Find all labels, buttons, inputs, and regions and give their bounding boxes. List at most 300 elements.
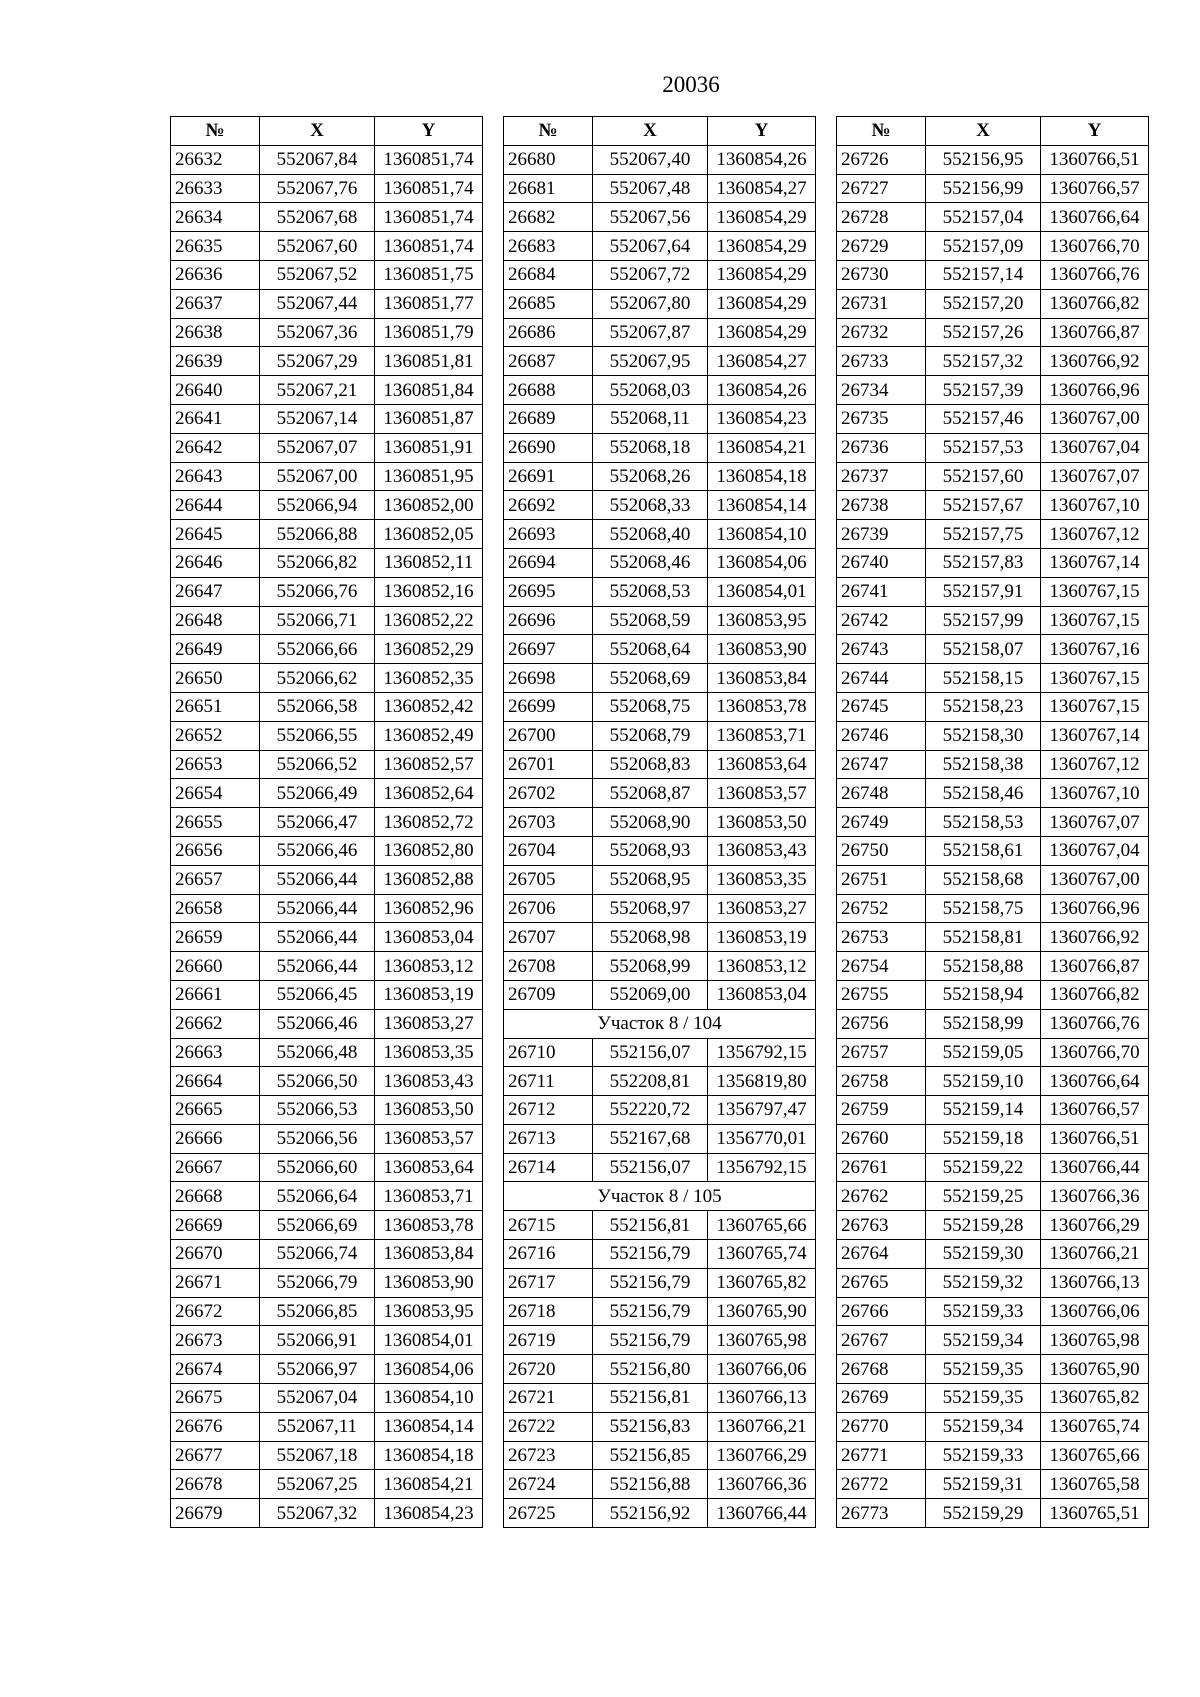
- y-coordinate: 1360767,00: [1041, 865, 1149, 894]
- table-header-row: [504, 117, 816, 146]
- x-coordinate: 552068,75: [593, 692, 708, 721]
- x-coordinate: 552066,74: [260, 1240, 375, 1269]
- x-coordinate: 552157,60: [926, 462, 1041, 491]
- y-coordinate: 1360766,51: [1041, 1124, 1149, 1153]
- table-row: [837, 145, 1149, 174]
- point-number: 26668: [171, 1182, 260, 1211]
- point-number: 26736: [837, 433, 926, 462]
- x-coordinate: 552067,56: [593, 203, 708, 232]
- y-coordinate: 1360854,29: [708, 289, 816, 318]
- y-coordinate: 1360766,82: [1041, 980, 1149, 1009]
- x-coordinate: 552066,44: [260, 952, 375, 981]
- point-number: 26705: [504, 865, 593, 894]
- point-number: 26755: [837, 980, 926, 1009]
- x-coordinate: 552159,34: [926, 1412, 1041, 1441]
- point-number: 26659: [171, 923, 260, 952]
- point-number: 26743: [837, 635, 926, 664]
- y-coordinate: 1360766,21: [708, 1412, 816, 1441]
- table-row: [171, 548, 483, 577]
- x-coordinate: 552067,44: [260, 289, 375, 318]
- point-number: 26669: [171, 1211, 260, 1240]
- x-coordinate: 552068,83: [593, 750, 708, 779]
- x-coordinate: 552156,79: [593, 1297, 708, 1326]
- y-coordinate: 1360853,90: [708, 635, 816, 664]
- point-number: 26658: [171, 894, 260, 923]
- table-row: [504, 721, 816, 750]
- point-number: 26660: [171, 952, 260, 981]
- y-coordinate: 1360853,19: [708, 923, 816, 952]
- table-row: [504, 174, 816, 203]
- table-row: [171, 1038, 483, 1067]
- y-coordinate: 1360852,42: [375, 692, 483, 721]
- y-coordinate: 1360854,21: [375, 1470, 483, 1499]
- y-coordinate: 1360854,10: [708, 520, 816, 549]
- x-coordinate: 552066,44: [260, 865, 375, 894]
- x-coordinate: 552067,11: [260, 1412, 375, 1441]
- table-row: [504, 433, 816, 462]
- x-coordinate: 552066,60: [260, 1153, 375, 1182]
- table-row: [837, 779, 1149, 808]
- y-coordinate: 1360854,14: [708, 491, 816, 520]
- table-row: [504, 462, 816, 491]
- x-coordinate: 552066,44: [260, 894, 375, 923]
- x-coordinate: 552067,84: [260, 145, 375, 174]
- table-row: [171, 808, 483, 837]
- y-coordinate: 1360852,72: [375, 808, 483, 837]
- x-coordinate: 552208,81: [593, 1067, 708, 1096]
- point-number: 26730: [837, 260, 926, 289]
- y-coordinate: 1360765,90: [1041, 1355, 1149, 1384]
- table-row: [504, 347, 816, 376]
- y-coordinate: 1360766,36: [1041, 1182, 1149, 1211]
- x-coordinate: 552158,53: [926, 808, 1041, 837]
- x-coordinate: 552068,90: [593, 808, 708, 837]
- y-coordinate: 1360765,98: [708, 1326, 816, 1355]
- y-coordinate: 1360767,16: [1041, 635, 1149, 664]
- x-coordinate: 552067,07: [260, 433, 375, 462]
- table-row: [837, 923, 1149, 952]
- point-number: 26695: [504, 577, 593, 606]
- point-number: 26648: [171, 606, 260, 635]
- table-row: [504, 779, 816, 808]
- x-coordinate: 552156,83: [593, 1412, 708, 1441]
- table-row: [837, 347, 1149, 376]
- point-number: 26722: [504, 1412, 593, 1441]
- y-coordinate: 1360767,14: [1041, 548, 1149, 577]
- table-row: [837, 318, 1149, 347]
- y-coordinate: 1356792,15: [708, 1038, 816, 1067]
- y-coordinate: 1360852,96: [375, 894, 483, 923]
- y-coordinate: 1360853,78: [375, 1211, 483, 1240]
- y-coordinate: 1360854,26: [708, 376, 816, 405]
- point-number: 26731: [837, 289, 926, 318]
- table-row: [504, 520, 816, 549]
- x-coordinate: 552068,69: [593, 664, 708, 693]
- point-number: 26687: [504, 347, 593, 376]
- point-number: 26699: [504, 692, 593, 721]
- y-coordinate: 1360766,96: [1041, 376, 1149, 405]
- point-number: 26662: [171, 1009, 260, 1038]
- point-number: 26771: [837, 1441, 926, 1470]
- x-coordinate: 552066,62: [260, 664, 375, 693]
- y-coordinate: 1360765,98: [1041, 1326, 1149, 1355]
- point-number: 26724: [504, 1470, 593, 1499]
- y-coordinate: 1360853,78: [708, 692, 816, 721]
- point-number: 26725: [504, 1499, 593, 1528]
- y-coordinate: 1360852,00: [375, 491, 483, 520]
- point-number: 26741: [837, 577, 926, 606]
- header-x: X: [593, 117, 708, 146]
- y-coordinate: 1360852,64: [375, 779, 483, 808]
- y-coordinate: 1360853,71: [375, 1182, 483, 1211]
- y-coordinate: 1360767,00: [1041, 404, 1149, 433]
- y-coordinate: 1360854,14: [375, 1412, 483, 1441]
- x-coordinate: 552157,83: [926, 548, 1041, 577]
- x-coordinate: 552067,52: [260, 260, 375, 289]
- section-row: [504, 1009, 816, 1038]
- y-coordinate: 1360766,06: [708, 1355, 816, 1384]
- x-coordinate: 552066,47: [260, 808, 375, 837]
- point-number: 26723: [504, 1441, 593, 1470]
- point-number: 26760: [837, 1124, 926, 1153]
- y-coordinate: 1360767,15: [1041, 577, 1149, 606]
- table-row: [504, 289, 816, 318]
- y-coordinate: 1360854,26: [708, 145, 816, 174]
- point-number: 26747: [837, 750, 926, 779]
- point-number: 26653: [171, 750, 260, 779]
- y-coordinate: 1360765,51: [1041, 1499, 1149, 1528]
- table-row: [171, 635, 483, 664]
- x-coordinate: 552156,07: [593, 1153, 708, 1182]
- table-row: [837, 952, 1149, 981]
- y-coordinate: 1360853,50: [708, 808, 816, 837]
- y-coordinate: 1360852,29: [375, 635, 483, 664]
- x-coordinate: 552066,53: [260, 1096, 375, 1125]
- table-row: [171, 318, 483, 347]
- table-row: [171, 1211, 483, 1240]
- point-number: 26749: [837, 808, 926, 837]
- point-number: 26667: [171, 1153, 260, 1182]
- table-row: [171, 779, 483, 808]
- table-row: [837, 664, 1149, 693]
- x-coordinate: 552159,35: [926, 1384, 1041, 1413]
- table-row: [504, 260, 816, 289]
- point-number: 26655: [171, 808, 260, 837]
- y-coordinate: 1360766,57: [1041, 174, 1149, 203]
- x-coordinate: 552068,46: [593, 548, 708, 577]
- point-number: 26686: [504, 318, 593, 347]
- point-number: 26718: [504, 1297, 593, 1326]
- x-coordinate: 552067,29: [260, 347, 375, 376]
- y-coordinate: 1360853,95: [708, 606, 816, 635]
- point-number: 26712: [504, 1096, 593, 1125]
- table-row: [837, 462, 1149, 491]
- x-coordinate: 552066,49: [260, 779, 375, 808]
- table-row: [504, 1096, 816, 1125]
- table-row: [171, 289, 483, 318]
- table-row: [171, 1124, 483, 1153]
- y-coordinate: 1360851,75: [375, 260, 483, 289]
- y-coordinate: 1360767,10: [1041, 779, 1149, 808]
- table-row: [171, 1009, 483, 1038]
- x-coordinate: 552156,79: [593, 1326, 708, 1355]
- point-number: 26692: [504, 491, 593, 520]
- table-row: [171, 1240, 483, 1269]
- table-row: [171, 606, 483, 635]
- y-coordinate: 1360766,44: [708, 1499, 816, 1528]
- table-row: [504, 750, 816, 779]
- point-number: 26716: [504, 1240, 593, 1269]
- point-number: 26671: [171, 1268, 260, 1297]
- header-number: №: [504, 117, 593, 146]
- y-coordinate: 1360853,57: [708, 779, 816, 808]
- point-number: 26688: [504, 376, 593, 405]
- x-coordinate: 552158,46: [926, 779, 1041, 808]
- x-coordinate: 552068,11: [593, 404, 708, 433]
- x-coordinate: 552156,88: [593, 1470, 708, 1499]
- y-coordinate: 1360766,92: [1041, 347, 1149, 376]
- x-coordinate: 552158,38: [926, 750, 1041, 779]
- table-row: [171, 664, 483, 693]
- x-coordinate: 552159,35: [926, 1355, 1041, 1384]
- x-coordinate: 552158,81: [926, 923, 1041, 952]
- x-coordinate: 552067,87: [593, 318, 708, 347]
- y-coordinate: 1360767,10: [1041, 491, 1149, 520]
- x-coordinate: 552157,75: [926, 520, 1041, 549]
- y-coordinate: 1360767,15: [1041, 606, 1149, 635]
- point-number: 26678: [171, 1470, 260, 1499]
- y-coordinate: 1360854,10: [375, 1384, 483, 1413]
- y-coordinate: 1360851,74: [375, 145, 483, 174]
- table-row: [837, 433, 1149, 462]
- point-number: 26761: [837, 1153, 926, 1182]
- table-row: [504, 1153, 816, 1182]
- y-coordinate: 1360852,49: [375, 721, 483, 750]
- x-coordinate: 552067,14: [260, 404, 375, 433]
- table-row: [837, 577, 1149, 606]
- point-number: 26759: [837, 1096, 926, 1125]
- coordinates-table-1: [170, 116, 483, 1528]
- point-number: 26651: [171, 692, 260, 721]
- x-coordinate: 552068,53: [593, 577, 708, 606]
- y-coordinate: 1360851,95: [375, 462, 483, 491]
- point-number: 26674: [171, 1355, 260, 1384]
- point-number: 26758: [837, 1067, 926, 1096]
- point-number: 26756: [837, 1009, 926, 1038]
- point-number: 26753: [837, 923, 926, 952]
- x-coordinate: 552067,21: [260, 376, 375, 405]
- table-row: [837, 203, 1149, 232]
- header-number: №: [171, 117, 260, 146]
- x-coordinate: 552066,58: [260, 692, 375, 721]
- point-number: 26744: [837, 664, 926, 693]
- point-number: 26708: [504, 952, 593, 981]
- x-coordinate: 552156,80: [593, 1355, 708, 1384]
- x-coordinate: 552158,99: [926, 1009, 1041, 1038]
- x-coordinate: 552159,18: [926, 1124, 1041, 1153]
- x-coordinate: 552066,44: [260, 923, 375, 952]
- table-row: [837, 289, 1149, 318]
- table-row: [504, 1240, 816, 1269]
- x-coordinate: 552157,20: [926, 289, 1041, 318]
- table-row: [171, 1182, 483, 1211]
- point-number: 26636: [171, 260, 260, 289]
- y-coordinate: 1360852,22: [375, 606, 483, 635]
- point-number: 26713: [504, 1124, 593, 1153]
- table-row: [504, 1499, 816, 1528]
- x-coordinate: 552157,67: [926, 491, 1041, 520]
- x-coordinate: 552068,03: [593, 376, 708, 405]
- x-coordinate: 552066,66: [260, 635, 375, 664]
- y-coordinate: 1360766,92: [1041, 923, 1149, 952]
- point-number: 26650: [171, 664, 260, 693]
- x-coordinate: 552157,26: [926, 318, 1041, 347]
- point-number: 26757: [837, 1038, 926, 1067]
- table-row: [171, 1384, 483, 1413]
- y-coordinate: 1360854,23: [375, 1499, 483, 1528]
- point-number: 26656: [171, 836, 260, 865]
- x-coordinate: 552066,69: [260, 1211, 375, 1240]
- point-number: 26638: [171, 318, 260, 347]
- table-row: [171, 491, 483, 520]
- y-coordinate: 1360853,64: [708, 750, 816, 779]
- point-number: 26672: [171, 1297, 260, 1326]
- point-number: 26728: [837, 203, 926, 232]
- table-row: [171, 750, 483, 779]
- table-row: [837, 1499, 1149, 1528]
- x-coordinate: 552068,18: [593, 433, 708, 462]
- x-coordinate: 552068,40: [593, 520, 708, 549]
- point-number: 26682: [504, 203, 593, 232]
- point-number: 26733: [837, 347, 926, 376]
- point-number: 26689: [504, 404, 593, 433]
- point-number: 26654: [171, 779, 260, 808]
- table-row: [504, 1384, 816, 1413]
- x-coordinate: 552066,50: [260, 1067, 375, 1096]
- y-coordinate: 1360854,18: [375, 1441, 483, 1470]
- y-coordinate: 1360767,04: [1041, 433, 1149, 462]
- table-row: [837, 232, 1149, 261]
- x-coordinate: 552156,79: [593, 1240, 708, 1269]
- y-coordinate: 1360853,04: [375, 923, 483, 952]
- x-coordinate: 552067,68: [260, 203, 375, 232]
- x-coordinate: 552067,40: [593, 145, 708, 174]
- point-number: 26665: [171, 1096, 260, 1125]
- table-row: [837, 750, 1149, 779]
- x-coordinate: 552157,04: [926, 203, 1041, 232]
- point-number: 26644: [171, 491, 260, 520]
- table-row: [171, 1441, 483, 1470]
- table-row: [837, 808, 1149, 837]
- y-coordinate: 1360766,87: [1041, 318, 1149, 347]
- table-row: [171, 923, 483, 952]
- point-number: 26709: [504, 980, 593, 1009]
- x-coordinate: 552159,10: [926, 1067, 1041, 1096]
- point-number: 26675: [171, 1384, 260, 1413]
- y-coordinate: 1360853,90: [375, 1268, 483, 1297]
- x-coordinate: 552068,79: [593, 721, 708, 750]
- section-label: Участок 8 / 105: [504, 1182, 816, 1211]
- x-coordinate: 552066,52: [260, 750, 375, 779]
- x-coordinate: 552066,97: [260, 1355, 375, 1384]
- y-coordinate: 1360853,19: [375, 980, 483, 1009]
- x-coordinate: 552157,99: [926, 606, 1041, 635]
- y-coordinate: 1360851,74: [375, 174, 483, 203]
- table-row: [837, 865, 1149, 894]
- x-coordinate: 552066,82: [260, 548, 375, 577]
- point-number: 26701: [504, 750, 593, 779]
- point-number: 26765: [837, 1268, 926, 1297]
- x-coordinate: 552066,79: [260, 1268, 375, 1297]
- x-coordinate: 552156,07: [593, 1038, 708, 1067]
- point-number: 26680: [504, 145, 593, 174]
- y-coordinate: 1360852,88: [375, 865, 483, 894]
- y-coordinate: 1360765,90: [708, 1297, 816, 1326]
- section-row: [504, 1182, 816, 1211]
- table-row: [171, 145, 483, 174]
- x-coordinate: 552068,87: [593, 779, 708, 808]
- table-row: [504, 1441, 816, 1470]
- y-coordinate: 1360854,01: [375, 1326, 483, 1355]
- point-number: 26711: [504, 1067, 593, 1096]
- x-coordinate: 552067,48: [593, 174, 708, 203]
- y-coordinate: 1360767,15: [1041, 664, 1149, 693]
- point-number: 26746: [837, 721, 926, 750]
- y-coordinate: 1360766,36: [708, 1470, 816, 1499]
- y-coordinate: 1360767,15: [1041, 692, 1149, 721]
- point-number: 26694: [504, 548, 593, 577]
- point-number: 26727: [837, 174, 926, 203]
- x-coordinate: 552158,15: [926, 664, 1041, 693]
- point-number: 26772: [837, 1470, 926, 1499]
- point-number: 26739: [837, 520, 926, 549]
- table-row: [171, 260, 483, 289]
- x-coordinate: 552067,76: [260, 174, 375, 203]
- x-coordinate: 552157,46: [926, 404, 1041, 433]
- x-coordinate: 552068,26: [593, 462, 708, 491]
- point-number: 26697: [504, 635, 593, 664]
- y-coordinate: 1356797,47: [708, 1096, 816, 1125]
- table-row: [171, 1153, 483, 1182]
- point-number: 26643: [171, 462, 260, 491]
- y-coordinate: 1360765,82: [708, 1268, 816, 1297]
- y-coordinate: 1360767,12: [1041, 520, 1149, 549]
- y-coordinate: 1360853,50: [375, 1096, 483, 1125]
- table-row: [837, 1470, 1149, 1499]
- x-coordinate: 552066,45: [260, 980, 375, 1009]
- x-coordinate: 552158,68: [926, 865, 1041, 894]
- table-row: [504, 980, 816, 1009]
- x-coordinate: 552066,91: [260, 1326, 375, 1355]
- y-coordinate: 1360852,80: [375, 836, 483, 865]
- table-row: [171, 865, 483, 894]
- header-y: Y: [375, 117, 483, 146]
- y-coordinate: 1360852,05: [375, 520, 483, 549]
- x-coordinate: 552159,28: [926, 1211, 1041, 1240]
- point-number: 26752: [837, 894, 926, 923]
- point-number: 26721: [504, 1384, 593, 1413]
- y-coordinate: 1360766,76: [1041, 1009, 1149, 1038]
- point-number: 26719: [504, 1326, 593, 1355]
- table-row: [837, 1412, 1149, 1441]
- table-row: [837, 1268, 1149, 1297]
- table-row: [504, 1067, 816, 1096]
- point-number: 26681: [504, 174, 593, 203]
- point-number: 26751: [837, 865, 926, 894]
- table-row: [504, 1297, 816, 1326]
- y-coordinate: 1360853,04: [708, 980, 816, 1009]
- point-number: 26632: [171, 145, 260, 174]
